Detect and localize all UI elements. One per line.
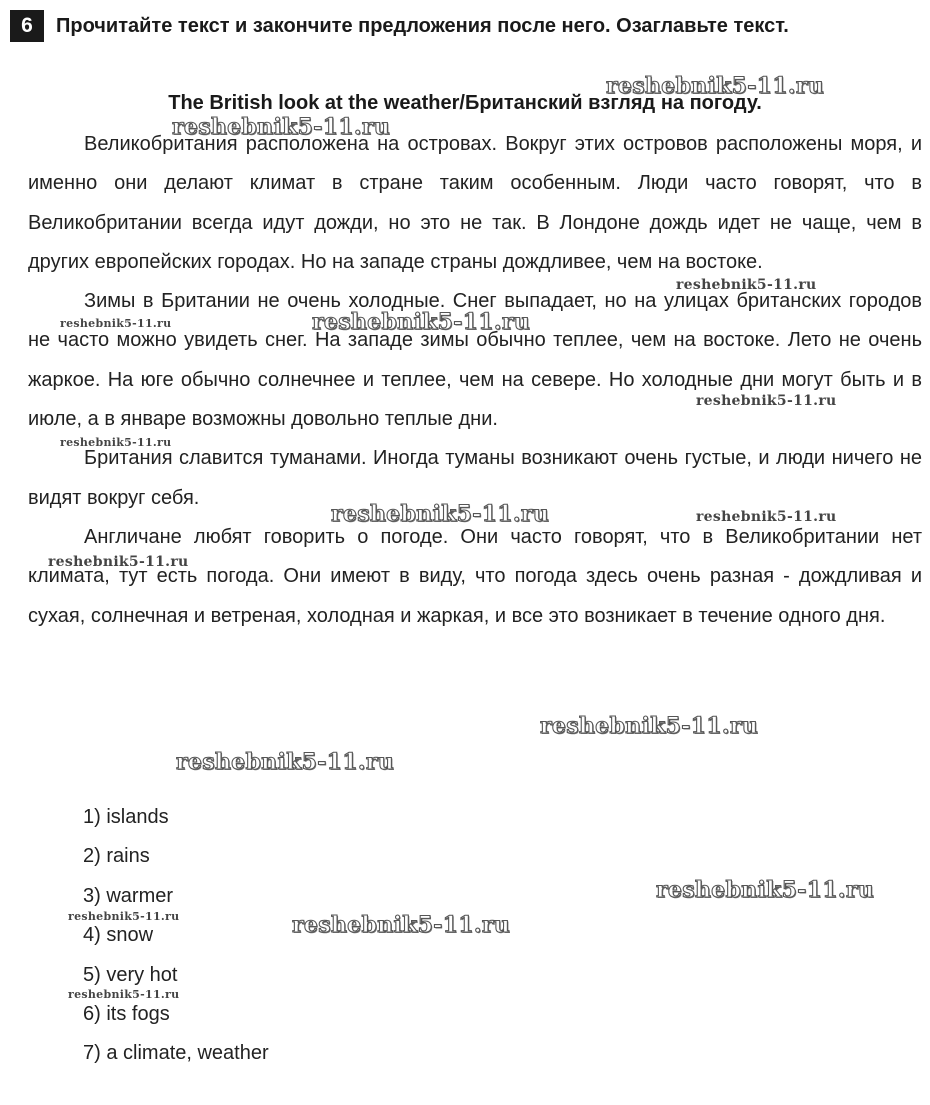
answers-list (83, 798, 269, 1074)
paragraph-1: Великобритания расположена на островах. Вокруг этих островов расположены моря, и именно они делают климат в стране таким особенным. Люди часто говорят, что в Великобритании всегда идут дожди, но это не так. В Лондоне дождь идет не чаще, чем в других европейских городах. Но на западе страны дождливее, чем на востоке. (28, 133, 922, 273)
answer-item-3: 3) warmer (83, 884, 174, 907)
watermark: reshebnik5-11.ru (60, 436, 172, 449)
watermark: reshebnik5-11.ru (676, 277, 817, 293)
text-body (28, 125, 922, 636)
watermark: reshebnik5-11.ru (48, 554, 189, 570)
paragraph-3: Британия славится туманами. Иногда туманы возникают очень густые, и люди ничего не видят вокруг себя. (28, 447, 922, 509)
paragraph-4: Англичане любят говорить о погоде. Они часто говорят, что в Великобритании нет климата, тут есть погода. Они имеют в виду, что погода здесь очень разная - дождливая и сухая, солнечная и ветреная, холодная и жаркая, и все это возникает в течение одного дня. (28, 525, 922, 627)
watermark: reshebnik5-11.ru (312, 309, 531, 335)
watermark: reshebnik5-11.ru (696, 509, 837, 525)
answer-item-7: 7) a climate, weather (83, 1042, 269, 1065)
watermark: reshebnik5-11.ru (176, 749, 395, 775)
watermark: reshebnik5-11.ru (656, 877, 875, 903)
task-number-badge: 6 (10, 10, 44, 42)
answer-item-5: 5) very hot (83, 963, 178, 986)
watermark: reshebnik5-11.ru (292, 912, 511, 938)
watermark: reshebnik5-11.ru (68, 988, 180, 1001)
watermark: reshebnik5-11.ru (606, 73, 825, 99)
text-title: The British look at the weather/Британский взгляд на погоду. (168, 92, 762, 114)
watermark: reshebnik5-11.ru (172, 114, 391, 140)
watermark: reshebnik5-11.ru (331, 501, 550, 527)
task-instruction: Прочитайте текст и закончите предложения после него. Озаглавьте текст. (56, 14, 789, 37)
paragraph-2: Зимы в Британии не очень холодные. Снег выпадает, но на улицах британских городов не часто можно увидеть снег. На западе зимы обычно теплее, чем на востоке. Лето не очень жаркое. На юге обычно солнечнее и теплее, чем на севере. Но холодные дни могут быть и в июле, а в январе возможны довольно теплые дни. (28, 290, 922, 431)
watermark: reshebnik5-11.ru (540, 713, 759, 739)
watermark: reshebnik5-11.ru (68, 910, 180, 923)
answer-item-2: 2) rains (83, 845, 150, 868)
watermark: reshebnik5-11.ru (696, 393, 837, 409)
answer-item-1: 1) islands (83, 806, 169, 828)
answer-item-6: 6) its fogs (83, 1002, 170, 1025)
watermark: reshebnik5-11.ru (60, 317, 172, 330)
answer-item-4: 4) snow (83, 924, 154, 947)
task-header (10, 10, 789, 42)
